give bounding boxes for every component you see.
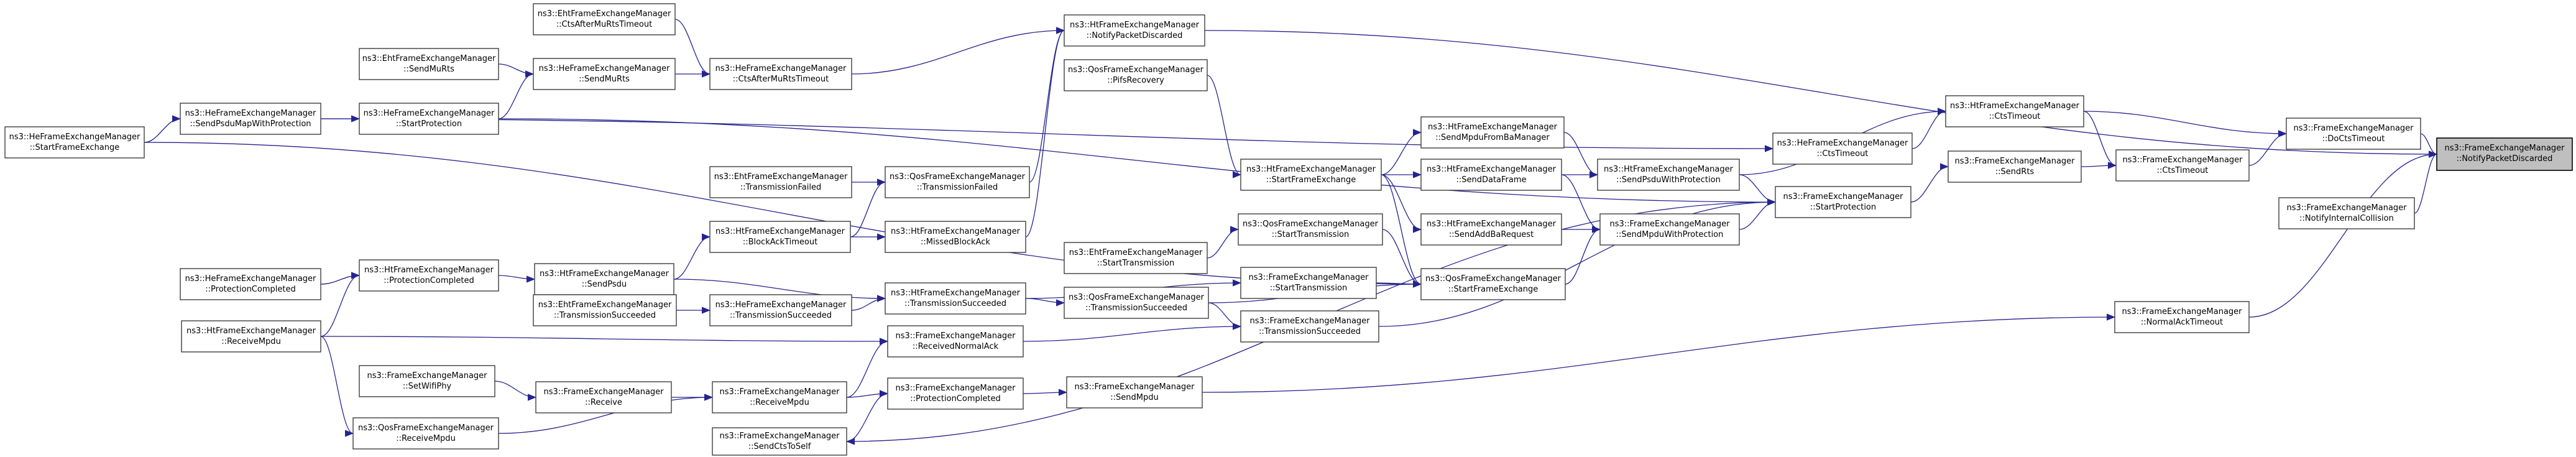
edge-fem_smwp-to-fem_stp: [1739, 202, 1775, 229]
node-label-class: ns3::HeFrameExchangeManager: [1777, 139, 1908, 148]
node-label-method: ::StartTransmission: [1271, 230, 1350, 239]
node-label-method: ::SendMpduWithProtection: [1616, 230, 1724, 239]
node-label-method: ::StartFrameExchange: [1266, 175, 1356, 185]
graph-node-fem_scts[interactable]: [712, 428, 847, 455]
node-label-method: ::SetWifiPhy: [402, 382, 452, 391]
node-box[interactable]: [1775, 187, 1911, 218]
edge-ht_smfbm-to-ht_spwp: [1564, 132, 1598, 175]
graph-node-fem_nic[interactable]: [2279, 198, 2414, 229]
graph-node-fem_rm[interactable]: [712, 382, 847, 413]
node-label-method: ::TransmissionSucceeded: [1085, 303, 1188, 313]
node-label-method: ::CtsAfterMuRtsTimeout: [556, 20, 653, 29]
node-label-method: ::ProtectionCompleted: [205, 285, 296, 294]
node-box[interactable]: [2116, 150, 2249, 181]
node-label-class: ns3::HtFrameExchangeManager: [715, 227, 845, 236]
node-label-method: ::ReceiveMpdu: [750, 398, 809, 407]
edge-fem_srts-to-fem_ct: [2081, 165, 2116, 167]
node-label-class: ns3::FrameExchangeManager: [2286, 203, 2407, 213]
node-label-class: ns3::HtFrameExchangeManager: [1427, 165, 1556, 174]
node-label-method: ::StartProtection: [395, 119, 462, 129]
node-label-method: ::TransmissionSucceeded: [729, 311, 832, 320]
graph-node-qos_tf[interactable]: [885, 167, 1029, 198]
node-box[interactable]: [1064, 60, 1207, 91]
node-label-class: ns3::FrameExchangeManager: [1074, 382, 1195, 392]
graph-node-fem_nat[interactable]: [2115, 302, 2249, 333]
node-label-method: ::ReceiveMpdu: [396, 434, 456, 443]
node-label-method: ::SendPsdu: [581, 280, 627, 289]
edge-ht_sfe-to-ht_sabr: [1381, 175, 1421, 229]
node-label-class: ns3::QosFrameExchangeManager: [1425, 274, 1562, 284]
node-label-class: ns3::HtFrameExchangeManager: [1950, 101, 2079, 111]
node-box[interactable]: [1064, 287, 1208, 318]
graph-node-qos_sfe[interactable]: [1421, 269, 1565, 300]
edge-he_ct-to-ht_ct: [1912, 111, 1946, 149]
node-box[interactable]: [885, 221, 1026, 252]
node-label-class: ns3::FrameExchangeManager: [895, 384, 1016, 393]
node-label-class: ns3::HeFrameExchangeManager: [363, 109, 495, 118]
node-label-method: ::CtsTimeout: [1989, 112, 2041, 121]
edge-ht_spwp-to-fem_stp: [1739, 175, 1775, 202]
graph-node-qos_st[interactable]: [1238, 214, 1382, 245]
node-label-class: ns3::FrameExchangeManager: [1954, 157, 2075, 166]
node-label-class: ns3::HtFrameExchangeManager: [364, 265, 494, 275]
node-label-method: ::Receive: [585, 398, 622, 407]
graph-node-ht_psdu[interactable]: [535, 264, 674, 295]
node-label-method: ::SendPsduMapWithProtection: [190, 119, 311, 129]
node-label-class: ns3::FrameExchangeManager: [1783, 192, 1903, 201]
edge-ht_pc-to-ht_psdu: [499, 275, 535, 279]
graph-node-fem_pc[interactable]: [888, 378, 1023, 409]
graph-node-fem_ts[interactable]: [1241, 311, 1379, 342]
node-label-class: ns3::QosFrameExchangeManager: [889, 172, 1026, 182]
node-box[interactable]: [1241, 311, 1379, 342]
graph-node-he_camt[interactable]: [710, 58, 852, 90]
graph-node-ht_rm[interactable]: [182, 321, 321, 352]
node-label-method: ::ReceivedNormalAck: [912, 342, 999, 351]
edge-fem_swp-to-fem_rcv: [495, 381, 536, 397]
node-label-method: ::ProtectionCompleted: [910, 394, 1001, 404]
node-box[interactable]: [359, 260, 499, 291]
graph-node-ht_sfe[interactable]: [1241, 159, 1381, 190]
node-box[interactable]: [359, 103, 499, 134]
graph-node-qos_ts[interactable]: [1064, 287, 1208, 318]
graph-node-fem_swp[interactable]: [359, 366, 495, 397]
node-label-class: ns3::FrameExchangeManager: [2293, 124, 2414, 133]
node-label-method: ::SendAddBaRequest: [1448, 230, 1534, 239]
node-label-class: ns3::HeFrameExchangeManager: [185, 109, 316, 118]
node-label-method: ::StartTransmission: [1097, 259, 1175, 268]
node-label-method: ::SendMuRts: [403, 65, 454, 74]
node-label-class: ns3::FrameExchangeManager: [895, 331, 1016, 341]
edge-ht_sdf-to-fem_smwp: [1562, 175, 1600, 229]
node-box[interactable]: [1064, 15, 1205, 46]
graph-node-he_ts[interactable]: [710, 295, 852, 326]
node-label-method: ::StartFrameExchange: [1448, 285, 1539, 294]
node-label-class: ns3::EhtFrameExchangeManager: [537, 9, 671, 19]
edge-fem_stp-to-fem_srts: [1911, 167, 1948, 202]
graph-node-ht_npd[interactable]: [1064, 15, 1205, 46]
node-box[interactable]: [1238, 214, 1382, 245]
node-box[interactable]: [533, 58, 675, 90]
node-box[interactable]: [180, 103, 321, 134]
graph-node-he_spmwp[interactable]: [180, 103, 321, 134]
node-box[interactable]: [888, 378, 1023, 409]
graph-node-ht_sdf[interactable]: [1421, 159, 1562, 190]
node-label-method: ::TransmissionSucceeded: [904, 299, 1007, 308]
node-label-class: ns3::FrameExchangeManager: [719, 387, 840, 397]
node-box[interactable]: [1598, 159, 1739, 190]
node-label-method: ::CtsAfterMuRtsTimeout: [732, 75, 829, 84]
node-label-method: ::TransmissionSucceeded: [553, 311, 656, 320]
graph-node-fem_rna[interactable]: [888, 326, 1023, 357]
node-label-method: ::TransmissionFailed: [740, 183, 822, 192]
graph-node-ht_smfbm[interactable]: [1421, 117, 1564, 148]
graph-node-ht_ts[interactable]: [885, 283, 1026, 314]
node-label-class: ns3::HtFrameExchangeManager: [891, 289, 1020, 298]
edge-ht_rm-to-fem_rna: [321, 336, 888, 341]
node-box[interactable]: [710, 167, 852, 198]
graph-node-ht_sabr[interactable]: [1421, 214, 1562, 245]
graph-node-qos_pr[interactable]: [1064, 60, 1207, 91]
edge-fem_pc-to-fem_sm: [1023, 392, 1067, 394]
node-box[interactable]: [182, 321, 321, 352]
edge-qos_st-to-qos_sfe: [1382, 229, 1421, 284]
graph-node-eht_camt[interactable]: [533, 4, 675, 35]
edge-qos_tf-to-ht_npd: [1029, 30, 1064, 182]
graph-node-ht_pc[interactable]: [359, 260, 499, 291]
graph-node-he_sp[interactable]: [359, 103, 499, 134]
graph-node-ht_spwp[interactable]: [1598, 159, 1739, 190]
node-label-method: ::NormalAckTimeout: [2140, 318, 2224, 327]
node-label-class: ns3::HeFrameExchangeManager: [715, 64, 847, 73]
graph-node-qos_rm[interactable]: [353, 418, 499, 449]
edge-qos_ts-to-fem_ts: [1208, 303, 1241, 326]
graph-node-fem_npd[interactable]: [2437, 138, 2572, 170]
edge-fem_rm-to-fem_rna: [847, 341, 888, 397]
graph-node-fem_stp[interactable]: [1775, 187, 1911, 218]
node-label-method: ::ProtectionCompleted: [384, 276, 474, 285]
node-label-class: ns3::HtFrameExchangeManager: [1428, 122, 1557, 132]
node-box[interactable]: [2115, 302, 2249, 333]
edge-he_sfe-to-he_spmwp: [144, 119, 180, 142]
edge-eht_st-to-qos_st: [1207, 229, 1238, 258]
node-box[interactable]: [359, 366, 495, 397]
node-box[interactable]: [1064, 242, 1207, 274]
edge-he_pc-to-ht_pc: [321, 275, 359, 284]
node-label-method: ::SendCtsToSelf: [748, 442, 811, 451]
node-label-class: ns3::EhtFrameExchangeManager: [538, 300, 672, 310]
edge-eht_smr-to-he_smr: [499, 64, 533, 74]
edge-ht_ct-to-fem_dct: [2084, 111, 2286, 134]
node-label-method: ::StartFrameExchange: [29, 143, 120, 152]
graph-node-eht_tf[interactable]: [710, 167, 852, 198]
graph-node-fem_srts[interactable]: [1948, 151, 2081, 182]
node-label-class: ns3::HeFrameExchangeManager: [715, 300, 847, 310]
node-label-method: ::BlockAckTimeout: [742, 238, 818, 247]
node-label-class: ns3::EhtFrameExchangeManager: [362, 54, 496, 63]
node-label-class: ns3::HeFrameExchangeManager: [9, 132, 140, 142]
node-box[interactable]: [1421, 159, 1562, 190]
node-box[interactable]: [1948, 151, 2081, 182]
node-label-method: ::TransmissionFailed: [916, 183, 998, 192]
edge-he_sfe-to-qos_sfe: [144, 142, 1421, 284]
edge-eht_camt-to-he_camt: [675, 19, 710, 74]
node-label-class: ns3::HtFrameExchangeManager: [186, 326, 316, 336]
edge-fem_scts-to-fem_pc: [847, 394, 888, 441]
graph-node-he_smr[interactable]: [533, 58, 675, 90]
graph-node-fem_sm[interactable]: [1067, 377, 1202, 408]
node-box[interactable]: [885, 283, 1026, 314]
node-box[interactable]: [533, 4, 675, 35]
edge-ht_sfe-to-ht_smfbm: [1381, 132, 1421, 175]
edge-fem_dct-to-fem_npd: [2421, 134, 2437, 154]
node-label-class: ns3::FrameExchangeManager: [2122, 307, 2242, 316]
node-label-class: ns3::FrameExchangeManager: [1609, 219, 1730, 229]
graph-node-he_ct[interactable]: [1773, 133, 1912, 164]
node-label-method: ::SendMpduFromBaManager: [1435, 133, 1550, 142]
node-label-class: ns3::HtFrameExchangeManager: [1427, 219, 1556, 229]
node-label-method: ::CtsTimeout: [1816, 149, 1869, 159]
node-label-method: ::MissedBlockAck: [921, 238, 990, 247]
node-box[interactable]: [2279, 198, 2414, 229]
node-label-method: ::SendPsduWithProtection: [1616, 175, 1721, 185]
node-label-class: ns3::FrameExchangeManager: [1249, 316, 1370, 326]
node-box[interactable]: [359, 48, 499, 80]
node-label-class: ns3::HeFrameExchangeManager: [538, 64, 670, 73]
node-box[interactable]: [353, 418, 499, 449]
node-label-method: ::StartTransmission: [1269, 284, 1348, 293]
graph-node-ht_ct[interactable]: [1946, 96, 2084, 127]
node-label-method: ::SendMpdu: [1110, 393, 1159, 402]
graph-node-fem_smwp[interactable]: [1600, 214, 1739, 245]
edge-fem_nic-to-fem_npd: [2414, 154, 2437, 213]
node-box[interactable]: [1421, 214, 1562, 245]
graph-node-fem_rcv[interactable]: [536, 382, 671, 413]
edge-qos_sfe-to-fem_smwp: [1565, 229, 1600, 284]
edge-ht_rm-to-qos_rm: [321, 336, 353, 433]
graph-node-ht_bat[interactable]: [710, 221, 850, 252]
node-label-method: ::SendMuRts: [579, 75, 630, 84]
edge-he_ts-to-ht_ts: [852, 298, 885, 310]
node-box[interactable]: [710, 221, 850, 252]
graph-node-eht_ts[interactable]: [533, 295, 676, 326]
edge-qos_pr-to-ht_sfe: [1207, 75, 1241, 175]
node-box[interactable]: [1946, 96, 2084, 127]
graph-node-ht_mba[interactable]: [885, 221, 1026, 252]
node-label-method: ::ReceiveMpdu: [221, 337, 281, 346]
node-box[interactable]: [885, 167, 1029, 198]
graph-node-he_sfe[interactable]: [5, 127, 144, 158]
graph-node-fem_dct[interactable]: [2286, 118, 2421, 149]
node-label-class: ns3::FrameExchangeManager: [1248, 273, 1369, 282]
node-label-method: ::DoCtsTimeout: [2322, 134, 2385, 144]
node-label-method: ::SendDataFrame: [1456, 175, 1527, 185]
node-layer: [5, 4, 2572, 455]
node-box[interactable]: [710, 295, 852, 326]
node-label-class: ns3::HtFrameExchangeManager: [540, 269, 669, 279]
node-box[interactable]: [1241, 159, 1381, 190]
node-box[interactable]: [535, 264, 674, 295]
edge-ht_ct-to-fem_ct: [2084, 111, 2116, 165]
node-label-class: ns3::FrameExchangeManager: [367, 371, 487, 381]
graph-node-fem_ct[interactable]: [2116, 150, 2249, 181]
node-label-method: ::SendRts: [1995, 167, 2035, 177]
node-label-class: ns3::HtFrameExchangeManager: [1246, 165, 1376, 174]
edge-fem_nat-to-fem_npd: [2249, 154, 2437, 317]
node-label-method: ::TransmissionSucceeded: [1258, 327, 1361, 336]
node-label-class: ns3::FrameExchangeManager: [543, 387, 664, 397]
node-label-class: ns3::FrameExchangeManager: [719, 432, 840, 441]
node-label-class: ns3::HtFrameExchangeManager: [1070, 21, 1199, 30]
node-label-class: ns3::HeFrameExchangeManager: [185, 274, 316, 284]
node-label-class: ns3::EhtFrameExchangeManager: [714, 172, 848, 182]
edge-he_sp-to-he_smr: [499, 74, 533, 119]
node-label-class: ns3::FrameExchangeManager: [2122, 155, 2243, 165]
edge-he_camt-to-ht_npd: [852, 30, 1064, 74]
node-label-method: ::CtsTimeout: [2156, 166, 2209, 175]
node-label-class: ns3::QosFrameExchangeManager: [1068, 293, 1205, 302]
node-label-method: ::PifsRecovery: [1107, 76, 1164, 85]
node-box[interactable]: [536, 382, 671, 413]
graph-node-fem_st[interactable]: [1241, 267, 1376, 298]
node-label-class: ns3::HtFrameExchangeManager: [1604, 165, 1733, 174]
node-label-method: ::NotifyPacketDiscarded: [2456, 154, 2553, 164]
node-label-class: ns3::EhtFrameExchangeManager: [1069, 248, 1203, 257]
node-box[interactable]: [5, 127, 144, 158]
node-box[interactable]: [712, 382, 847, 413]
node-label-method: ::NotifyInternalCollision: [2299, 214, 2394, 223]
node-label-class: ns3::QosFrameExchangeManager: [1067, 65, 1204, 75]
node-label-method: ::StartProtection: [1810, 203, 1877, 212]
node-label-class: ns3::QosFrameExchangeManager: [357, 423, 494, 433]
node-label-class: ns3::HtFrameExchangeManager: [891, 227, 1020, 236]
node-box[interactable]: [888, 326, 1023, 357]
edge-ht_sfe-to-qos_sfe: [1381, 175, 1421, 284]
edge-ht_psdu-to-ht_bat: [674, 237, 710, 279]
node-box[interactable]: [1421, 269, 1565, 300]
node-box[interactable]: [1067, 377, 1202, 408]
node-box[interactable]: [1600, 214, 1739, 245]
node-box[interactable]: [533, 295, 676, 326]
node-box[interactable]: [1421, 117, 1564, 148]
node-box[interactable]: [1241, 267, 1376, 298]
graph-node-eht_smr[interactable]: [359, 48, 499, 80]
node-box[interactable]: [180, 269, 321, 300]
node-box[interactable]: [710, 58, 852, 90]
node-box[interactable]: [2286, 118, 2421, 149]
node-label-class: ns3::QosFrameExchangeManager: [1242, 219, 1379, 229]
node-label-class: ns3::FrameExchangeManager: [2444, 144, 2565, 153]
node-label-method: ::NotifyPacketDiscarded: [1086, 31, 1183, 40]
edge-ht_rm-to-ht_pc: [321, 275, 359, 336]
graph-node-eht_st[interactable]: [1064, 242, 1207, 274]
edge-ht_ts-to-qos_ts: [1026, 298, 1064, 303]
node-box[interactable]: [1773, 133, 1912, 164]
edge-fem_rna-to-fem_ts: [1023, 326, 1241, 341]
graph-node-he_pc[interactable]: [180, 269, 321, 300]
